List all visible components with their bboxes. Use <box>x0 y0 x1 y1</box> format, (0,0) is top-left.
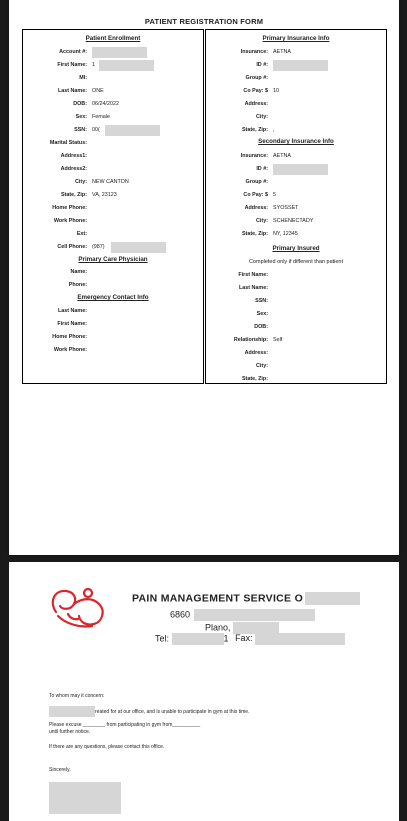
field-value: SYOSSET <box>273 205 299 211</box>
primary-insured-note: Completed only if different than patient <box>248 259 344 265</box>
form-field-row <box>23 334 203 343</box>
field-label: Home Phone: <box>52 334 87 340</box>
field-label: Name: <box>70 269 87 275</box>
form-field-row <box>206 205 386 214</box>
field-label: State, Zip: <box>60 192 87 198</box>
field-label: Address2: <box>60 166 87 172</box>
form-field-row <box>206 114 386 123</box>
field-label: Address1: <box>60 153 87 159</box>
field-label: Last Name: <box>57 88 87 94</box>
field-value: AETNA <box>273 49 291 55</box>
field-label: Ext: <box>76 231 87 237</box>
field-label: State, Zip: <box>241 127 268 133</box>
form-field-row <box>206 153 386 162</box>
field-label: First Name: <box>57 62 87 68</box>
field-label: First Name: <box>57 321 87 327</box>
field-value: VA, 23123 <box>92 192 117 198</box>
field-label: Address: <box>244 205 268 211</box>
field-value: AETNA <box>273 153 291 159</box>
form-field-row <box>23 282 203 291</box>
secondary-insurance-heading: Secondary Insurance Info <box>258 138 334 145</box>
form-field-row <box>206 272 386 281</box>
address-line-1: 6860 <box>170 609 315 621</box>
field-label: First Name: <box>238 272 268 278</box>
letter-line-3: until further notice. <box>49 729 91 735</box>
field-label: State, Zip: <box>241 376 268 382</box>
field-value: NEW CANTON <box>92 179 129 185</box>
field-value: 5 <box>273 192 276 198</box>
field-label: Insurance: <box>240 153 268 159</box>
form-field-row <box>206 311 386 320</box>
form-field-row <box>206 298 386 307</box>
primary-care-heading: Primary Care Physician <box>78 256 148 263</box>
letter-greeting: To whom may it concern: <box>49 693 105 699</box>
form-field-row <box>206 285 386 294</box>
field-label: Sex: <box>75 114 87 120</box>
form-field-row <box>23 179 203 188</box>
form-field-row <box>206 101 386 110</box>
field-label: Address: <box>244 350 268 356</box>
field-label: Co Pay: $ <box>243 192 268 198</box>
signature-redacted <box>49 782 121 814</box>
field-label: Cell Phone: <box>57 244 87 250</box>
letter-line-4: If there are any questions, please contact this office. <box>49 744 165 750</box>
form-field-row <box>23 101 203 110</box>
field-value: 1 <box>92 62 95 68</box>
form-field-row <box>23 166 203 175</box>
field-label: ID #: <box>256 166 268 172</box>
redaction-box <box>273 60 328 71</box>
form-field-row <box>206 192 386 201</box>
form-field-row <box>23 244 203 253</box>
form-field-row <box>206 179 386 188</box>
pain-management-logo <box>44 582 116 634</box>
field-value: 10 <box>273 88 279 94</box>
field-label: Marital Status: <box>49 140 87 146</box>
form-field-row <box>23 88 203 97</box>
patient-enrollment-heading: Patient Enrollment <box>85 35 141 42</box>
org-name: PAIN MANAGEMENT SERVICE O <box>132 592 360 605</box>
form-field-row <box>23 231 203 240</box>
field-label: DOB: <box>254 324 268 330</box>
field-label: State, Zip: <box>241 231 268 237</box>
field-label: Phone: <box>68 282 87 288</box>
field-value: 00( <box>92 127 100 133</box>
emergency-contact-heading: Emergency Contact Info <box>77 294 149 301</box>
form-field-row <box>23 218 203 227</box>
form-field-row <box>23 127 203 136</box>
form-field-row <box>206 337 386 346</box>
field-label: Account #: <box>59 49 87 55</box>
letter-line-2: Please excuse ________ from participating in gym from__________ <box>49 722 201 728</box>
form-field-row <box>206 363 386 372</box>
field-label: ID #: <box>256 62 268 68</box>
redaction-box <box>111 242 166 253</box>
field-label: Last Name: <box>238 285 268 291</box>
field-value: (987) <box>92 244 105 250</box>
field-label: SSN: <box>255 298 268 304</box>
field-value: ONE <box>92 88 104 94</box>
field-label: Last Name: <box>57 308 87 314</box>
form-field-row <box>206 127 386 136</box>
registration-form-page <box>9 0 399 555</box>
field-label: MI: <box>79 75 87 81</box>
field-label: Insurance: <box>240 49 268 55</box>
form-field-row <box>206 218 386 227</box>
field-value: , <box>273 127 275 133</box>
field-label: Co Pay: $ <box>243 88 268 94</box>
field-label: City: <box>75 179 87 185</box>
primary-insurance-heading: Primary Insurance Info <box>262 35 330 42</box>
form-field-row <box>23 308 203 317</box>
letter-line-1: reated for at our office, and is unable to participate in gym at this time. <box>49 706 249 717</box>
field-label: Sex: <box>256 311 268 317</box>
field-value: Female <box>92 114 110 120</box>
field-label: Relationship: <box>233 337 268 343</box>
form-field-row <box>23 62 203 71</box>
form-field-row <box>23 347 203 356</box>
address-line-2: Plano, <box>205 622 279 634</box>
form-field-row <box>206 376 386 385</box>
form-field-row <box>206 324 386 333</box>
redaction-box <box>105 125 160 136</box>
redaction-box <box>99 60 154 71</box>
form-title: PATIENT REGISTRATION FORM <box>144 17 264 26</box>
form-field-row <box>23 153 203 162</box>
form-field-row <box>206 231 386 240</box>
field-label: Work Phone: <box>53 347 87 353</box>
field-label: Group #: <box>245 179 268 185</box>
form-field-row <box>206 62 386 71</box>
form-field-row <box>23 114 203 123</box>
field-label: Work Phone: <box>53 218 87 224</box>
field-value: 06/24/2022 <box>92 101 119 107</box>
field-value: SCHENECTADY <box>273 218 314 224</box>
form-field-row <box>23 192 203 201</box>
redaction-box <box>92 47 147 58</box>
field-label: Group #: <box>245 75 268 81</box>
form-field-row <box>23 205 203 214</box>
field-label: City: <box>256 114 268 120</box>
field-label: SSN: <box>74 127 87 133</box>
primary-insured-heading: Primary Insured <box>272 245 320 252</box>
field-label: Address: <box>244 101 268 107</box>
field-label: DOB: <box>73 101 87 107</box>
field-label: City: <box>256 363 268 369</box>
form-field-row <box>206 166 386 175</box>
form-field-row <box>206 75 386 84</box>
form-field-row <box>23 75 203 84</box>
letter-page <box>9 562 399 821</box>
form-field-row <box>206 350 386 359</box>
left-column-box <box>22 29 204 384</box>
field-label: Home Phone: <box>52 205 87 211</box>
letter-closing: Sincerely, <box>49 767 71 773</box>
field-value: NY, 12345 <box>273 231 298 237</box>
form-field-row <box>206 49 386 58</box>
redaction-box <box>273 164 328 175</box>
phone-fax-line: Tel: 1 Fax: <box>155 633 345 645</box>
form-field-row <box>23 321 203 330</box>
form-field-row <box>23 140 203 149</box>
form-field-row <box>23 49 203 58</box>
form-field-row <box>206 88 386 97</box>
field-value: Self <box>273 337 283 343</box>
form-field-row <box>23 269 203 278</box>
right-column-box <box>205 29 387 384</box>
field-label: City: <box>256 218 268 224</box>
